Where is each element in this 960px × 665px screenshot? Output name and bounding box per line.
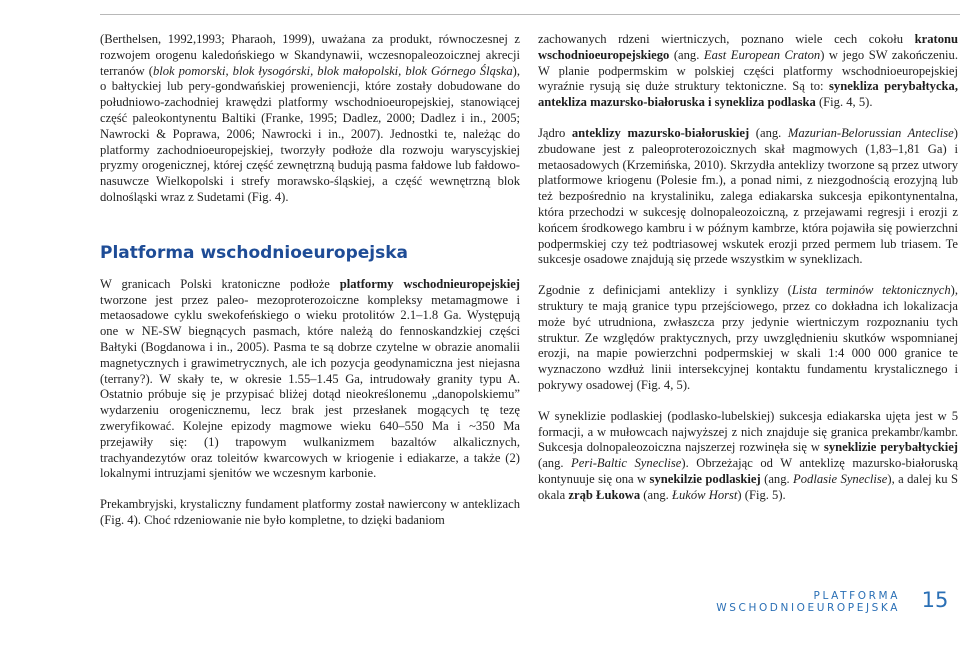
text-run: (Berthelsen, 1992,1993; Pharaoh, 1999), uważana za produkt, równoczesnej z rozwojem orogenu kaledońskiego w Skandynawii, wczesnopaleozoicznej akrecji terranów ( bbox=[100, 32, 520, 78]
paragraph bbox=[538, 32, 958, 111]
text-run: (ang. bbox=[749, 125, 788, 140]
text-run: ), a dalej ku S okala bbox=[538, 471, 958, 502]
bold-term: zrąb Łukowa bbox=[568, 487, 641, 502]
paragraph bbox=[538, 283, 958, 394]
bold-term: kratonu wschodnioeuropejskiego bbox=[538, 32, 958, 62]
text-run: ) w jego SW zakończeniu. W planie podpermskim w polskiej części platformy wschodnioeuropejskiej wyraźnie rysują się duże struktury tektoniczne. Są to: bbox=[538, 47, 959, 94]
paragraph bbox=[100, 32, 520, 206]
section-heading: Platforma wschodnioeuropejska bbox=[100, 242, 409, 263]
bold-term: anteklizy mazursko-białoruskiej bbox=[571, 125, 750, 140]
italic-term: Łuków Horst bbox=[671, 487, 738, 502]
text-run: ), struktury te mają granice typu przejściowego, przez co dokładna ich lokalizacja może być utrudniona, zwłaszcza przy jedynie wiertniczym rozpoznaniu tych struktur. Ze względów praktycznych, przy uwzględnieniu skutków wspomnianej erozji, na mapie powierzchni podpermskiej w skali 1:4 000 000 granice te wyznaczono wzdłuż linii intersekcyjnej kontaktu fundamentu krystalicznego i pokrywy osadowej (Fig. 4, 5). bbox=[538, 283, 959, 392]
text-run: ). Obrzeżając od W anteklizę mazursko-białoruską kontynuuje się ona w bbox=[538, 456, 959, 486]
top-rule bbox=[100, 14, 960, 15]
paragraph bbox=[538, 126, 958, 268]
text-run: ) zbudowane jest z paleoproterozoicznych skał magmowych (1,83–1,81 Ga) i metaosadowych (Krzemińska, 2010). Skrzydła anteklizy tworzone są przez utwory platformowe kriogenu (Polesie fm.), a ponad nimi, z niezgodnością erozyjną lub też bezpośrednio na krystaliniku, zalega ediakarska sukcesja epikontynentalna, która przechodzi w sukcesję dolnopaleozoiczną, z przejawami regresji i erozji z końcem środkowego kambru i w późnym kambrze, która pojawiła się powierzchni podpermskiej czy też podtriasowej wskutek erozji przed permem lub triasem. Te sukcesje osadowe znajdują się przede wszystkim w syneklizach. bbox=[538, 125, 958, 267]
italic-term: Lista terminów tektonicznych bbox=[791, 283, 951, 298]
italic-term: Podlasie Syneclise bbox=[793, 471, 888, 486]
paragraph bbox=[538, 409, 958, 504]
italic-term: Mazurian-Belorussian Anteclise bbox=[787, 125, 954, 140]
text-run: (Fig. 4, 5). bbox=[815, 95, 873, 110]
bold-term: platformy wschodnieuropejskiej bbox=[339, 276, 520, 291]
text-run: Zgodnie z definicjami anteklizy i synklizy ( bbox=[538, 283, 792, 298]
text-run: (ang. bbox=[760, 471, 794, 486]
bold-term: syneklizie perybałtyckiej bbox=[823, 440, 958, 455]
text-run: Jądro bbox=[538, 125, 572, 140]
left-column bbox=[100, 32, 520, 544]
italic-term: East European Craton bbox=[703, 47, 821, 62]
text-run: ), o bałtyckiej lub pery-gondwańskiej proweniencji, które zostały dobudowane do południowo-zachodniej krawędzi platformy wschodnioeuropejskiej, stanowiącej część paleokontynentu Baltiki (Franke, 1995; Dadlez, 2000; Dadlez i in., 2005; Nawrocki & Poprawa, 2006; Nawrocki i in., 2007). Jednostki te, należąc do platformy zachodnioeuropejskiej, tworzyły podłoże dla rozwoju waryscyjskiej pryzmy orogenicznej, której część zewnętrzną budują pasma fałdowe lub fałdowo-nasuwcze Wielkopolski i strefy morawsko-śląskiej, a część wewnętrzną blok dolnośląski wraz z Sudetami (Fig. 4). bbox=[100, 63, 520, 204]
text-run: (ang. bbox=[640, 487, 672, 502]
text-run: zachowanych rdzeni wiertniczych, poznano wiele cech cokołu bbox=[538, 32, 915, 46]
text-run: (ang. bbox=[538, 456, 572, 471]
page-number: 15 bbox=[921, 588, 949, 612]
running-title: PLATFORMA WSCHODNIOEUROPEJSKA bbox=[716, 590, 900, 614]
text-run: W syneklizie podlaskiej (podlasko-lubelskiej) sukcesja ediakarska ujęta jest w 5 formacji, a w mułowcach najwyższej z nich znajduje się granica prekambr/kambr. Sukcesja dolnopaleozoiczna najszerzej rozwinęła się w bbox=[538, 408, 958, 455]
text-run: tworzone jest przez paleo- mezoproterozoiczne kompleksy metamagmowe i metaosadowe cyklu swekofeńskiego o wieku protolitów 2.1–1.8 Ga. Występują one w NE-SW biegnących pasmach, które należą do fennoskandzkiej części Bałtyki (Bogdanowa i in., 2005). Pasma te są dobrze czytelne w obrazie anomalii magnetycznych i grawimetrycznych, ale ich pozycja geodynamiczna jest niejasna (terrany?). W skały te, w okresie 1.55–1.45 Ga, intrudowały granity typu A. Ostatnio próbuje się je przypisać bliżej dotąd nieokreślonemu „danopolskiemu” wydarzeniu orogenicznemu, lecz brak jest przesłanek mogących tę tezę zweryfikować. Kolejne epizody magmowe wieku 640–550 Ma i ~350 Ma przejawiły się: (1) trapowym wulkanizmem bazaltów alkalicznych, trachyandezytów oraz toleitów kwarcowych w kriogenie i ediakarze, a także (2) lokalnymi intruzjami sjenitów we wczesnym karbonie. bbox=[100, 292, 520, 481]
paragraph bbox=[100, 497, 520, 529]
text-run: W granicach Polski kratoniczne podłoże bbox=[100, 276, 340, 291]
paragraph bbox=[100, 277, 520, 482]
bold-term: synekliza perybałtycka, anteklizа mazursko-białoruska i synekliza podlaska bbox=[538, 79, 958, 110]
bold-term: synekilzie podlaskiej bbox=[649, 471, 761, 486]
italic-term: Peri-Baltic Syneclise bbox=[571, 456, 682, 471]
text-run: Prekambryjski, krystaliczny fundament platformy został nawiercony w anteklizach (Fig. 4). Choć rdzeniowanie nie było kompletne, to dzięki badaniom bbox=[100, 497, 520, 527]
italic-term: blok pomorski, blok łysogórski, blok małopolski, blok Górnego Śląska bbox=[152, 63, 513, 78]
right-column bbox=[538, 32, 958, 519]
text-run: ) (Fig. 5). bbox=[737, 487, 786, 502]
text-run: (ang. bbox=[669, 47, 704, 62]
